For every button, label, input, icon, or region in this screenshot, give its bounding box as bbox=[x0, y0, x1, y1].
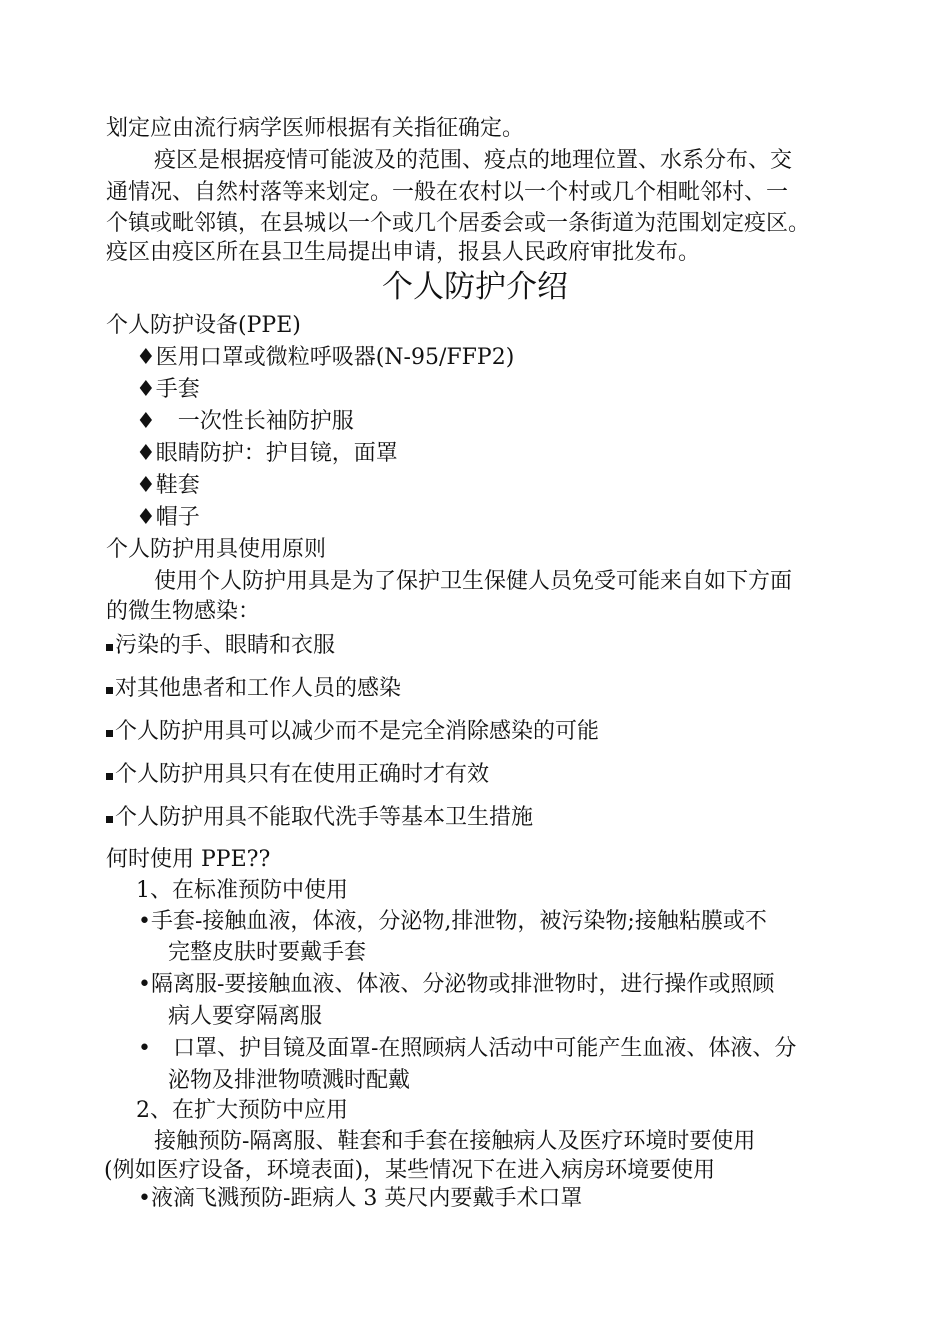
principle-item: 个人防护用具可以减少而不是完全消除感染的可能 bbox=[106, 717, 599, 747]
gown-line-2: 病人要穿隔离服 bbox=[168, 1004, 323, 1029]
intro-line-1: 划定应由流行病学医师根据有关指征确定。 bbox=[106, 116, 525, 141]
droplet-precaution-line: •液滴飞溅预防-距病人 3 英尺内要戴手术口罩 bbox=[138, 1186, 583, 1211]
ppe-item: ♦ 一次性长袖防护服 bbox=[136, 409, 354, 434]
principle-item: 个人防护用具只有在使用正确时才有效 bbox=[106, 760, 489, 790]
contact-precaution-line-2: (例如医疗设备，环境表面)，某些情况下在进入病房环境要使用 bbox=[104, 1158, 716, 1183]
intro-line-2: 疫区是根据疫情可能波及的范围、疫点的地理位置、水系分布、交 bbox=[154, 148, 793, 173]
mask-line-2: 泌物及排泄物喷溅时配戴 bbox=[168, 1068, 411, 1093]
ppe-item: ♦眼睛防护：护目镜，面罩 bbox=[136, 441, 398, 466]
ppe-item: ♦医用口罩或微粒呼吸器(N-95/FFP2) bbox=[136, 345, 515, 370]
principle-item: 对其他患者和工作人员的感染 bbox=[106, 674, 401, 704]
section-title: 个人防护介绍 bbox=[382, 269, 568, 305]
ppe-heading: 个人防护设备(PPE) bbox=[106, 313, 301, 338]
when-heading: 何时使用 PPE?? bbox=[106, 847, 271, 872]
contact-precaution-line-1: 接触预防-隔离服、鞋套和手套在接触病人及医疗环境时要使用 bbox=[154, 1129, 756, 1154]
gown-line-1: •隔离服-要接触血液、体液、分泌物或排泄物时，进行操作或照顾 bbox=[138, 972, 775, 997]
standard-precautions-heading: 1、在标准预防中使用 bbox=[136, 878, 348, 903]
intro-line-4: 个镇或毗邻镇，在县城以一个或几个居委会或一条街道为范围划定疫区。 bbox=[106, 211, 811, 236]
principle-item: 个人防护用具不能取代洗手等基本卫生措施 bbox=[106, 803, 533, 833]
intro-line-3: 通情况、自然村落等来划定。一般在农村以一个村或几个相毗邻村、一 bbox=[106, 180, 789, 205]
principle-item: 污染的手、眼睛和衣服 bbox=[106, 631, 335, 661]
ppe-item: ♦鞋套 bbox=[136, 473, 200, 498]
principles-para-line-1: 使用个人防护用具是为了保护卫生保健人员免受可能来自如下方面 bbox=[154, 569, 793, 594]
principles-heading: 个人防护用具使用原则 bbox=[106, 537, 327, 562]
expanded-precautions-heading: 2、在扩大预防中应用 bbox=[136, 1098, 348, 1123]
gloves-line-1: •手套-接触血液，体液，分泌物,排泄物，被污染物;接触粘膜或不 bbox=[138, 909, 767, 934]
ppe-item: ♦手套 bbox=[136, 377, 200, 402]
intro-line-5: 疫区由疫区所在县卫生局提出申请，报县人民政府审批发布。 bbox=[106, 240, 701, 265]
ppe-item: ♦帽子 bbox=[136, 505, 200, 530]
gloves-line-2: 完整皮肤时要戴手套 bbox=[168, 940, 367, 965]
principles-para-line-2: 的微生物感染： bbox=[106, 599, 261, 624]
mask-line-1: • 口罩、护目镜及面罩-在照顾病人活动中可能产生血液、体液、分 bbox=[138, 1036, 797, 1061]
